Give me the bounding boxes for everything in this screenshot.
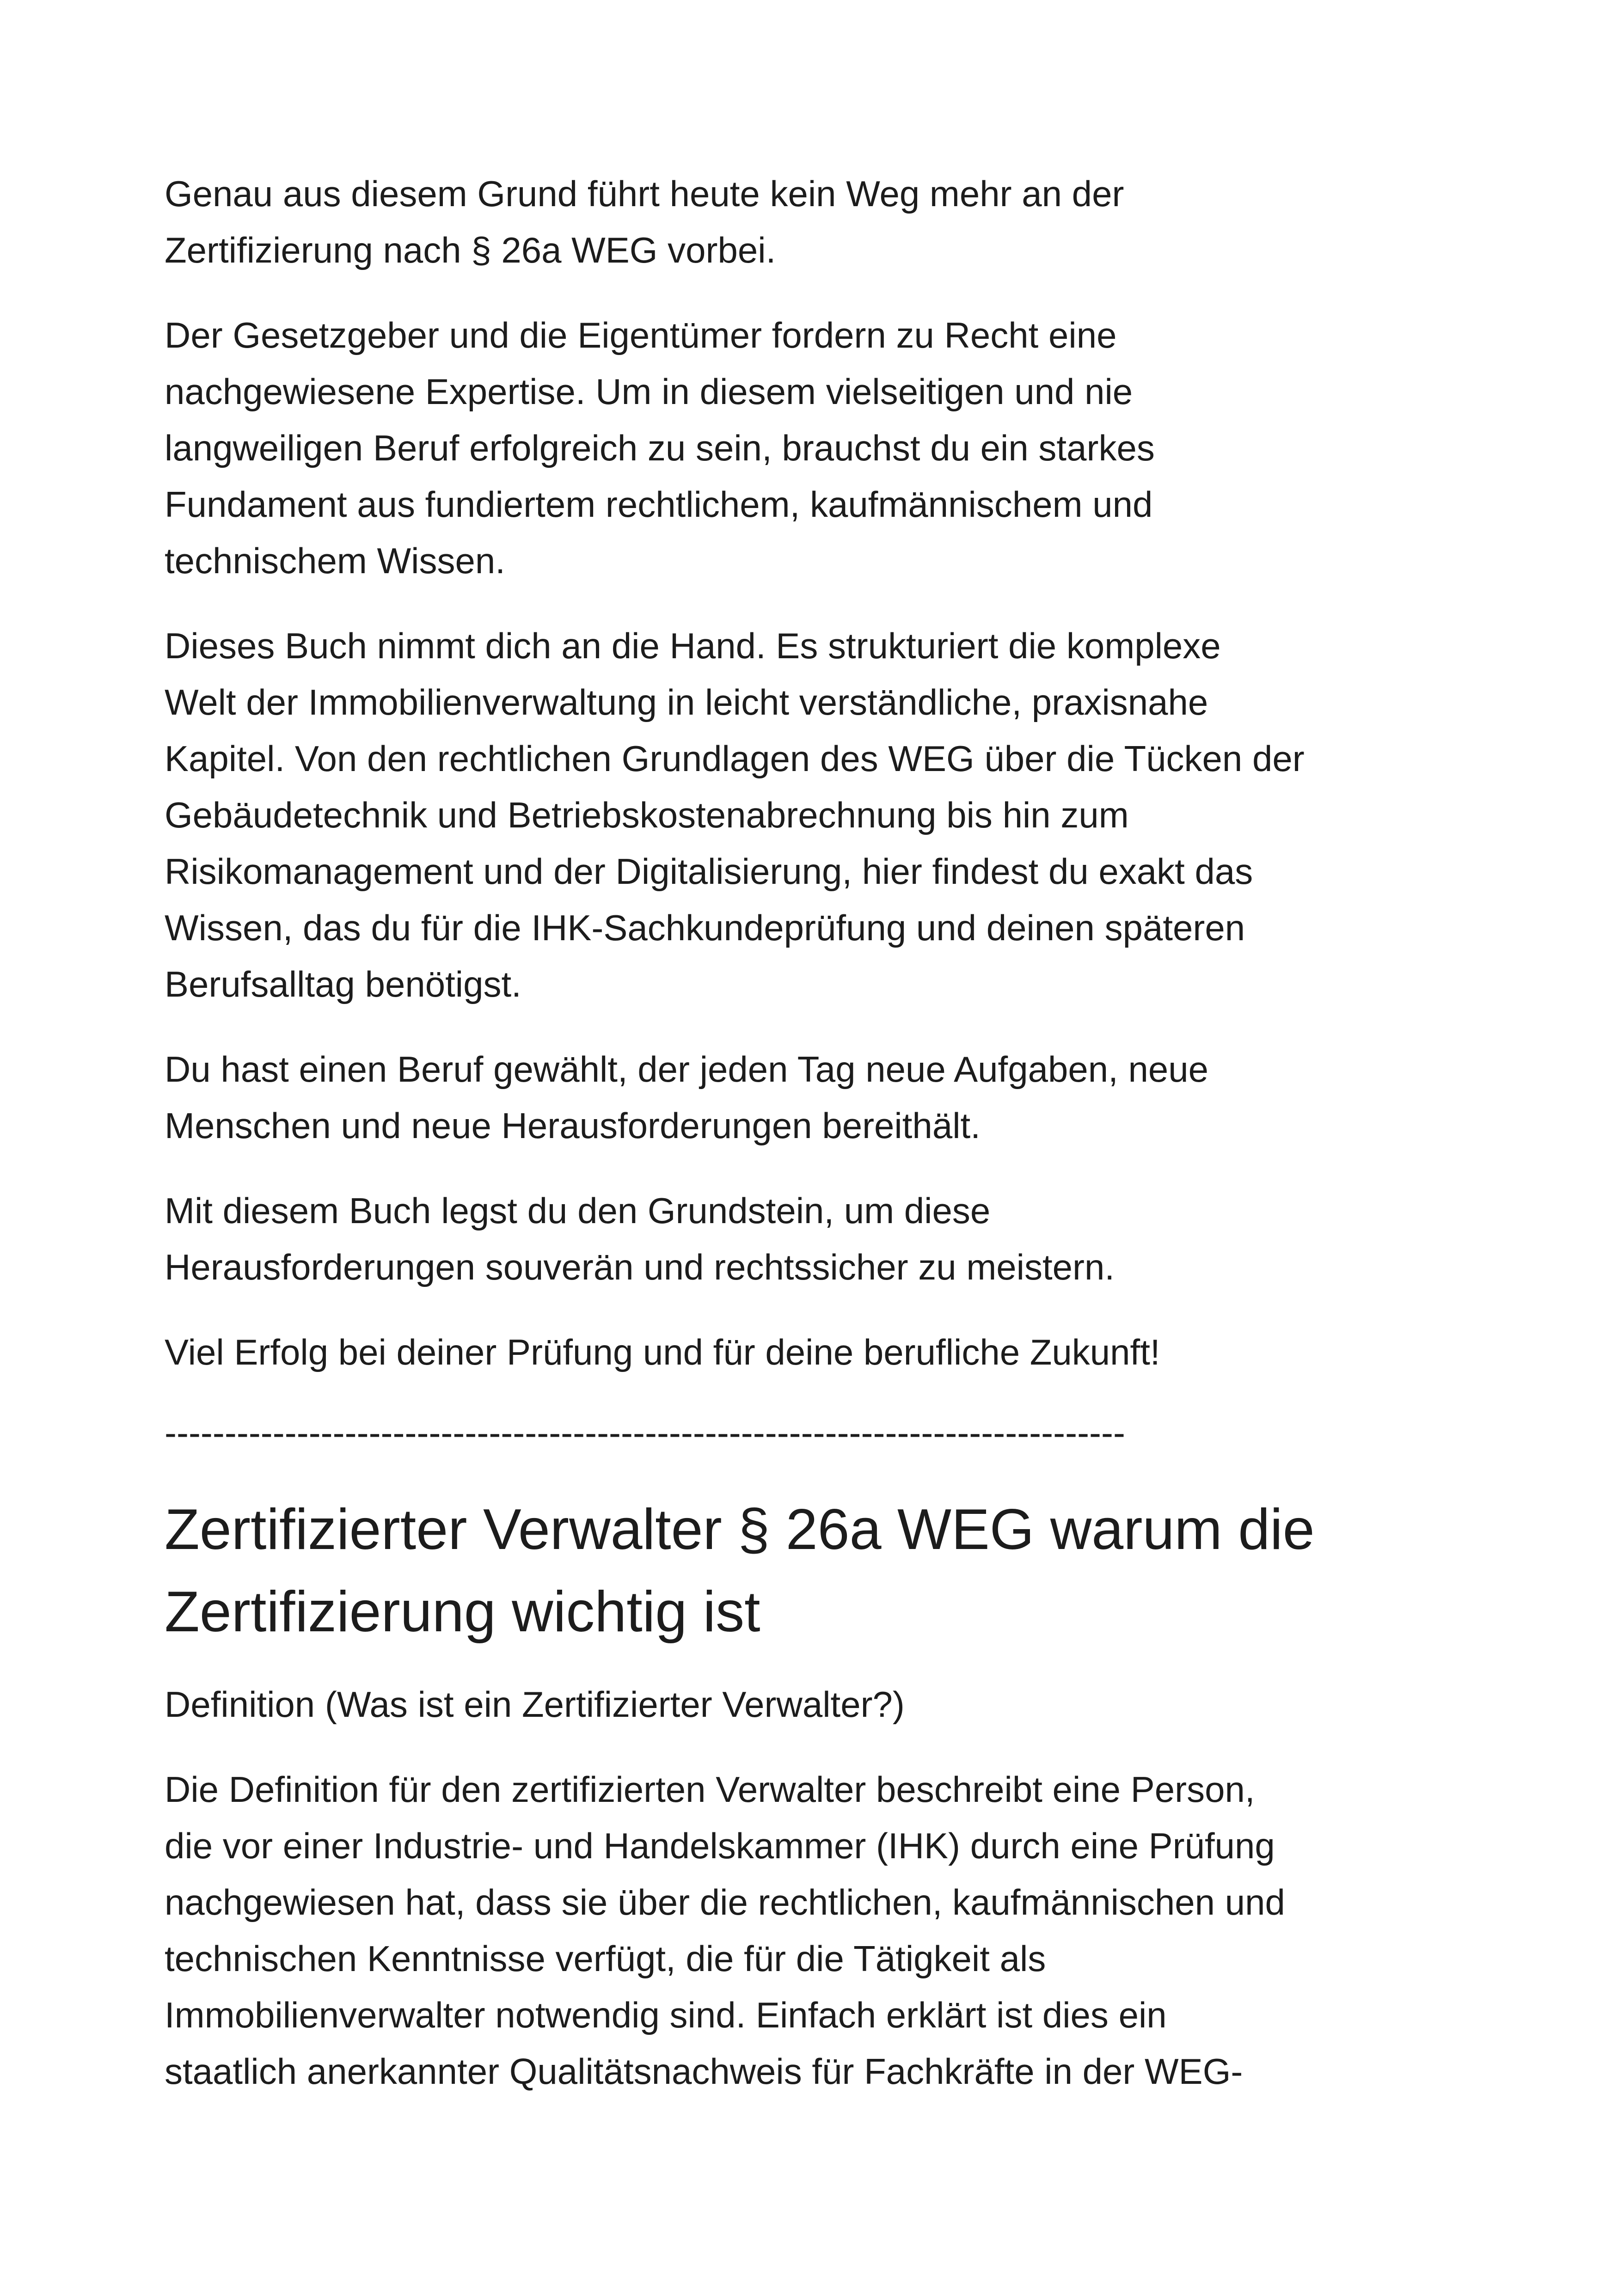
text-line: nachgewiesene Expertise. Um in diesem vielseitigen und nie xyxy=(165,371,1133,412)
subheading-text: Definition (Was ist ein Zertifizierter Verwalter?) xyxy=(165,1684,905,1725)
section-heading xyxy=(165,1488,1505,1653)
text-line: Die Definition für den zertifizierten Verwalter beschreibt eine Person, xyxy=(165,1769,1255,1810)
text-line: Menschen und neue Herausforderungen bereithält. xyxy=(165,1105,981,1146)
text-line: Viel Erfolg bei deiner Prüfung und für deine berufliche Zukunft! xyxy=(165,1332,1160,1372)
section-subheading xyxy=(165,1676,1505,1733)
text-line: Du hast einen Beruf gewählt, der jeden Tag neue Aufgaben, neue xyxy=(165,1049,1208,1090)
text-line: langweiligen Beruf erfolgreich zu sein, brauchst du ein starkes xyxy=(165,428,1155,468)
paragraph-certification-necessity xyxy=(165,165,1505,278)
paragraph-definition xyxy=(165,1761,1505,2100)
paragraph-profession xyxy=(165,1041,1505,1154)
text-line: nachgewiesen hat, dass sie über die rechtlichen, kaufmännischen und xyxy=(165,1882,1285,1923)
text-line: Fundament aus fundiertem rechtlichem, kaufmännischem und xyxy=(165,484,1153,525)
text-line: Mit diesem Buch legst du den Grundstein, um diese xyxy=(165,1190,991,1231)
text-line: Welt der Immobilienverwaltung in leicht verständliche, praxisnahe xyxy=(165,682,1208,722)
heading-line: Zertifizierter Verwalter § 26a WEG warum die xyxy=(165,1498,1315,1561)
paragraph-good-luck xyxy=(165,1324,1505,1380)
paragraph-expertise xyxy=(165,307,1505,589)
page-content xyxy=(165,165,1505,2128)
dashed-separator: -------------------------------------------------------------------------------- xyxy=(165,1412,1125,1453)
text-line: Herausforderungen souverän und rechtssicher zu meistern. xyxy=(165,1247,1115,1287)
text-line: Zertifizierung nach § 26a WEG vorbei. xyxy=(165,230,776,270)
text-line: technischem Wissen. xyxy=(165,540,505,581)
paragraph-foundation xyxy=(165,1182,1505,1295)
text-line: technischen Kenntnisse verfügt, die für die Tätigkeit als xyxy=(165,1938,1046,1979)
text-line: Wissen, das du für die IHK-Sachkundeprüfung und deinen späteren xyxy=(165,907,1245,948)
text-line: Kapitel. Von den rechtlichen Grundlagen des WEG über die Tücken der xyxy=(165,738,1305,779)
text-line: Risikomanagement und der Digitalisierung, hier findest du exakt das xyxy=(165,851,1253,892)
text-line: staatlich anerkannter Qualitätsnachweis für Fachkräfte in der WEG- xyxy=(165,2051,1243,2092)
text-line: Dieses Buch nimmt dich an die Hand. Es strukturiert die komplexe xyxy=(165,625,1221,666)
paragraph-book-overview xyxy=(165,618,1505,1012)
text-line: Berufsalltag benötigst. xyxy=(165,964,521,1004)
text-line: Immobilienverwalter notwendig sind. Einfach erklärt ist dies ein xyxy=(165,1995,1167,2035)
text-line: Gebäudetechnik und Betriebskostenabrechnung bis hin zum xyxy=(165,795,1129,835)
text-line: die vor einer Industrie- und Handelskammer (IHK) durch eine Prüfung xyxy=(165,1825,1275,1866)
text-line: Genau aus diesem Grund führt heute kein Weg mehr an der xyxy=(165,173,1124,214)
text-line: Der Gesetzgeber und die Eigentümer fordern zu Recht eine xyxy=(165,315,1117,355)
heading-line: Zertifizierung wichtig ist xyxy=(165,1580,760,1644)
